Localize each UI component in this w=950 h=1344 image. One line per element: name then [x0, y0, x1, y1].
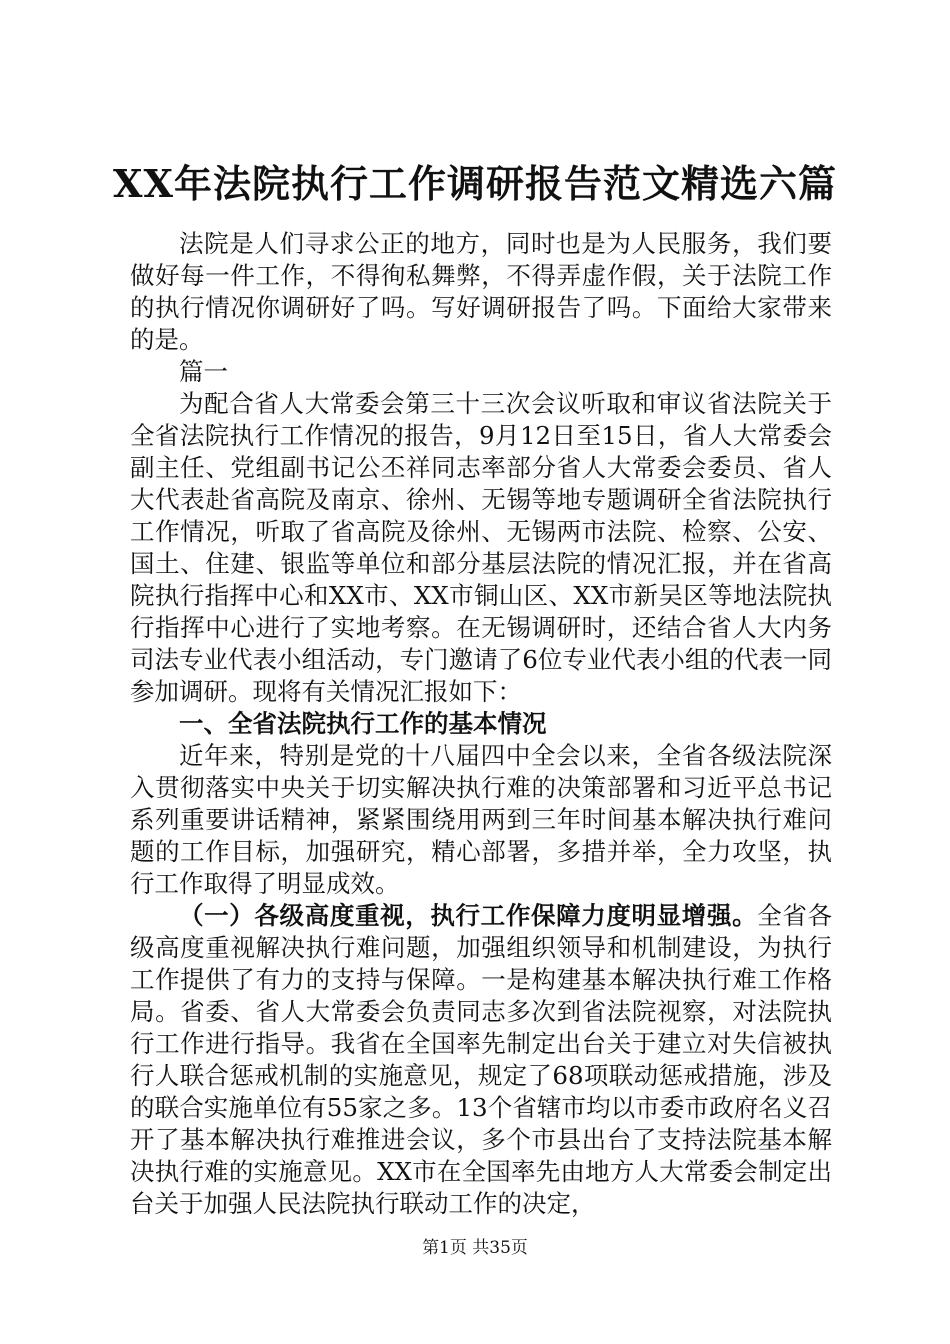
paragraph-2: 近年来，特别是党的十八届四中全会以来，全省各级法院深入贯彻落实中央关于切实解决执行难的决策部署和习近平总书记系列重要讲话精神，紧紧围绕用两到三年时间基本解决执行难问题的工作目标，加强研究，精心部署，多措并举，全力攻坚，执行工作取得了明显成效。	[130, 741, 832, 898]
paragraph-3-text: 全省各级高度重视解决执行难问题，加强组织领导和机制建设，为执行工作提供了有力的支持与保障。一是构建基本解决执行难工作格局。省委、省人大常委会负责同志多次到省法院视察，对法院执行工作进行指导。我省在全国率先制定出台关于建立对失信被执行人联合惩戒机制的实施意见，规定了68项联动惩戒措施，涉及的联合实施单位有55家之多。13个省辖市均以市委市政府名义召开了基本解决执行难推进会议，多个市县出台了支持法院基本解决执行难的实施意见。XX市在全国率先由地方人大常委会制定出台关于加强人民法院执行联动工作的决定，	[130, 901, 832, 1218]
section-label: 篇一	[179, 357, 228, 386]
section-heading-1: 一、全省法院执行工作的基本情况	[179, 709, 547, 738]
page-number-footer: 第1页 共35页	[422, 1238, 528, 1258]
paragraph-3-lead: （一）各级高度重视，执行工作保障力度明显增强。	[179, 901, 758, 930]
document-body	[130, 228, 832, 1220]
paragraph-3	[130, 900, 832, 1220]
document-title: XX年法院执行工作调研报告范文精选六篇	[113, 161, 837, 206]
paragraph-1: 为配合省人大常委会第三十三次会议听取和审议省法院关于全省法院执行工作情况的报告，9月12日至15日，省人大常委会副主任、党组副书记公丕祥同志率部分省人大常委会委员、省人大代表赴省高院及南京、徐州、无锡等地专题调研全省法院执行工作情况，听取了省高院及徐州、无锡两市法院、检察、公安、国土、住建、银监等单位和部分基层法院的情况汇报，并在省高院执行指挥中心和XX市、XX市铜山区、XX市新吴区等地法院执行指挥中心进行了实地考察。在无锡调研时，还结合省人大内务司法专业代表小组活动，专门邀请了6位专业代表小组的代表一同参加调研。现将有关情况汇报如下：	[130, 389, 832, 706]
intro-paragraph: 法院是人们寻求公正的地方，同时也是为人民服务，我们要做好每一件工作，不得徇私舞弊，不得弄虚作假，关于法院工作的执行情况你调研好了吗。写好调研报告了吗。下面给大家带来的是。	[130, 229, 832, 354]
